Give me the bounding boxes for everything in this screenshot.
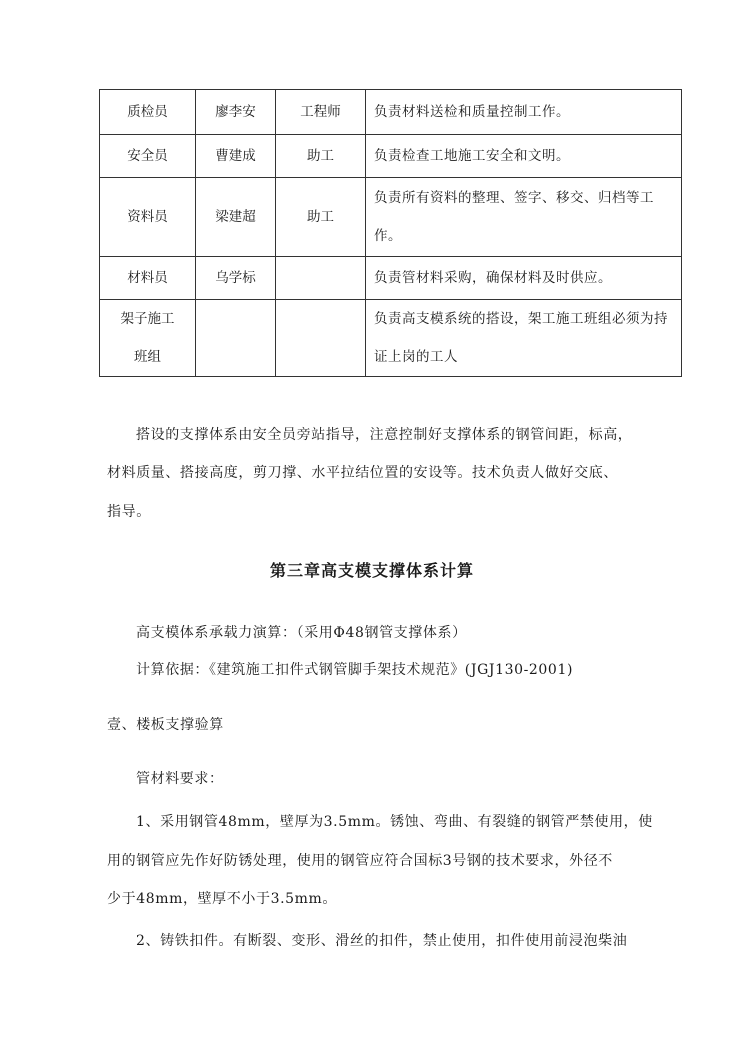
table-row — [100, 135, 682, 178]
table-row — [100, 257, 682, 300]
duty-line: 负责所有资料的整理、签字、移交、归档等工 — [374, 190, 654, 206]
calc-basis-line: 计算依据：《建筑施工扣件式钢管脚手架技术规范》(JGJ130-2001) — [136, 662, 574, 678]
name-cell: 曹建成 — [196, 135, 276, 178]
role-cell: 材料员 — [100, 257, 196, 300]
material-item-line: 用的钢管应先作好防锈处理，使用的钢管应符合国标3号钢的技术要求，外径不 — [107, 853, 613, 869]
title-cell: 助工 — [276, 135, 366, 178]
material-item-line: 2、铸铁扣件。有断裂、变形、滑丝的扣件，禁止使用，扣件使用前浸泡柴油 — [136, 933, 628, 949]
paragraph-line: 材料质量、搭接高度，剪刀撑、水平拉结位置的安设等。技术负责人做好交底、 — [107, 465, 618, 481]
title-cell — [276, 257, 366, 300]
duty-line: 作。 — [374, 228, 402, 244]
material-heading: 管材料要求： — [136, 771, 224, 787]
duty-cell: 负责管材料采购，确保材料及时供应。 — [366, 257, 682, 300]
duty-cell: 负责材料送检和质量控制工作。 — [366, 90, 682, 135]
role-line: 班组 — [134, 349, 161, 365]
role-cell: 质检员 — [100, 90, 196, 135]
duty-cell — [366, 178, 682, 257]
duty-cell: 负责检查工地施工安全和文明。 — [366, 135, 682, 178]
name-cell: 廖李安 — [196, 90, 276, 135]
duty-cell — [366, 300, 682, 377]
table-row — [100, 300, 682, 377]
paragraph-line: 搭设的支撑体系由安全员旁站指导，注意控制好支撑体系的钢管间距，标高， — [136, 427, 633, 443]
calc-capacity-line: 高支模体系承载力演算：（采用Φ48钢管支撑体系） — [136, 625, 467, 641]
name-cell: 乌学标 — [196, 257, 276, 300]
name-cell: 梁建超 — [196, 178, 276, 257]
role-cell: 资料员 — [100, 178, 196, 257]
staff-responsibility-table — [99, 89, 682, 377]
name-cell — [196, 300, 276, 377]
duty-line: 证上岗的工人 — [374, 349, 458, 365]
table-row — [100, 90, 682, 135]
section-title: 壹、楼板支撑验算 — [107, 717, 224, 733]
role-cell: 安全员 — [100, 135, 196, 178]
duty-line: 负责高支模系统的搭设，架工施工班组必须为持 — [374, 311, 668, 327]
paragraph-line: 指导。 — [107, 504, 151, 520]
role-cell — [100, 300, 196, 377]
table-row — [100, 178, 682, 257]
title-cell: 工程师 — [276, 90, 366, 135]
material-item-line: 少于48mm，壁厚不小于3.5mm。 — [107, 891, 337, 907]
role-line: 架子施工 — [120, 311, 175, 327]
material-item-line: 1、采用钢管48mm，壁厚为3.5mm。锈蚀、弯曲、有裂缝的钢管严禁使用，使 — [136, 814, 653, 830]
title-cell — [276, 300, 366, 377]
title-cell: 助工 — [276, 178, 366, 257]
chapter-title: 第三章高支模支撑体系计算 — [269, 561, 474, 580]
